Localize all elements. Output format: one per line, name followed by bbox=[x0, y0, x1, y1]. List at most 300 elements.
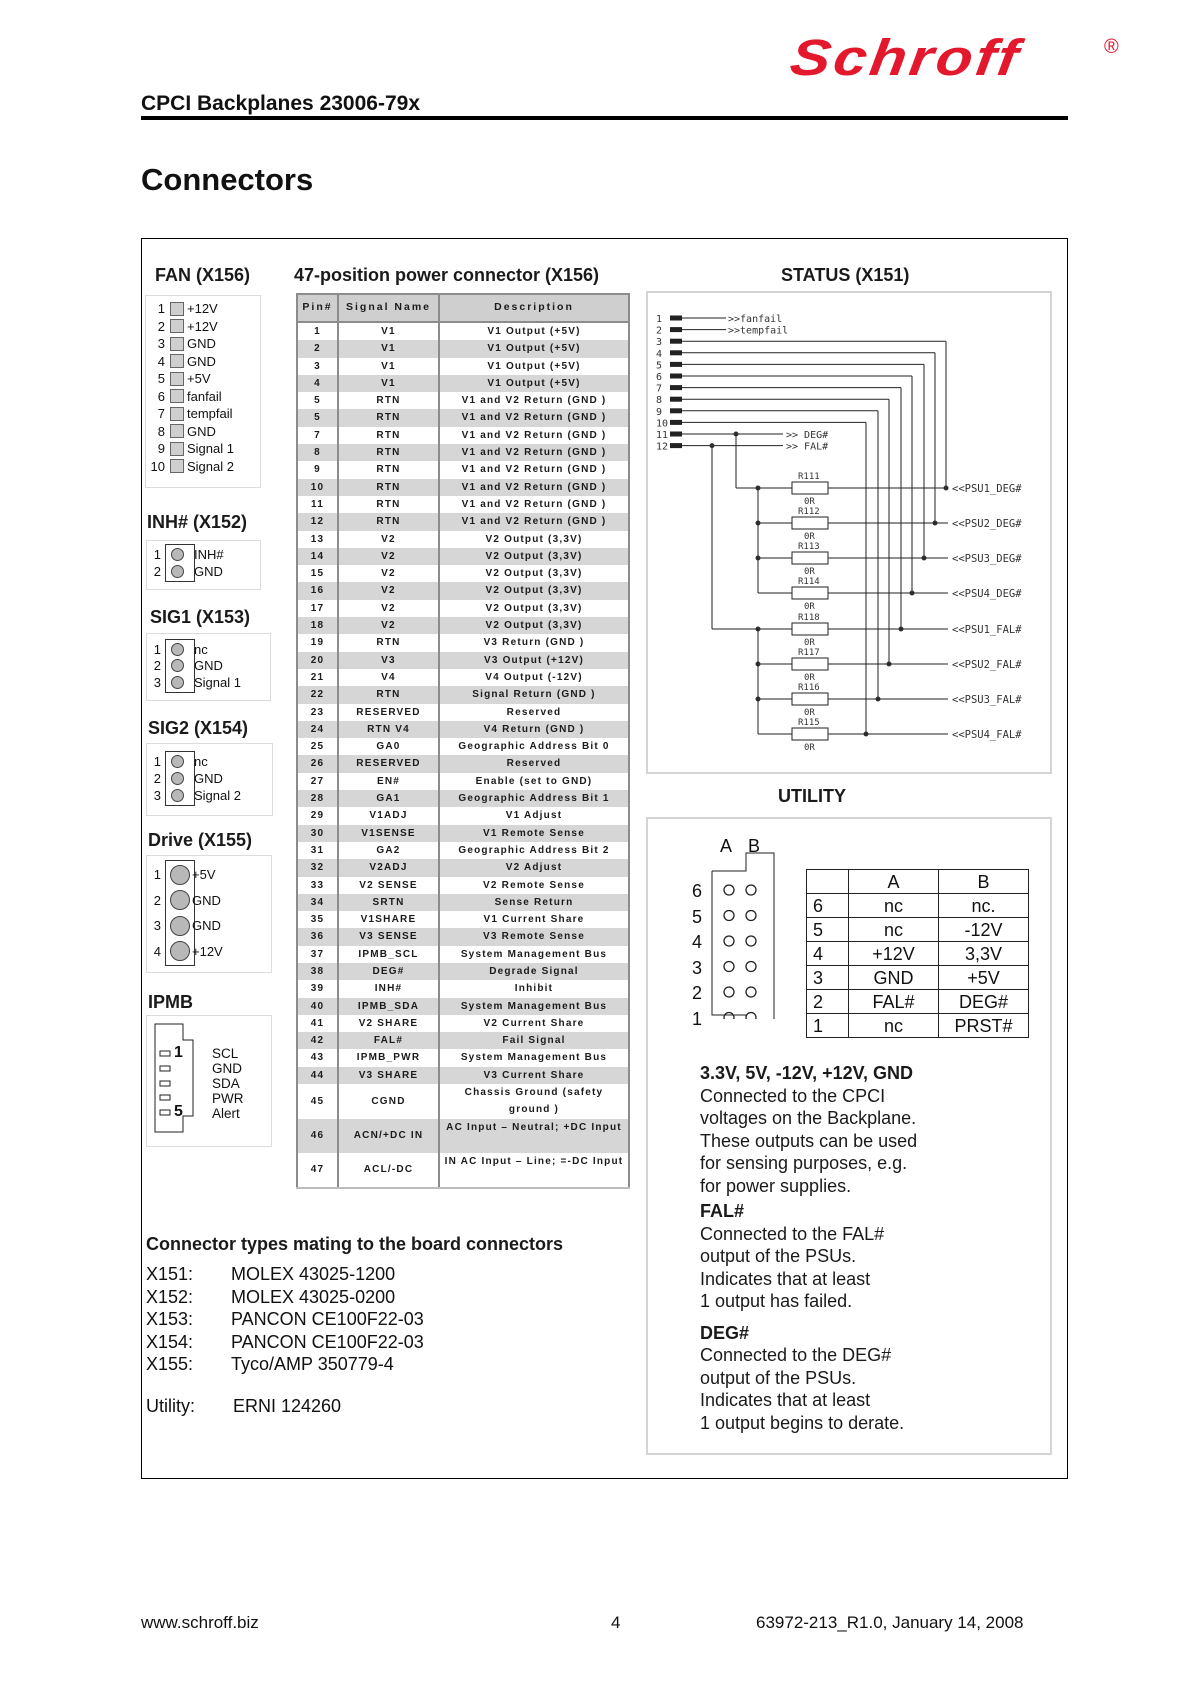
svg-text:>> FAL#: >> FAL# bbox=[786, 441, 829, 453]
pin-cell: 28 bbox=[297, 790, 338, 807]
pin-cell: 14 bbox=[297, 548, 338, 565]
description-cell: V1 Output (+5V) bbox=[439, 322, 629, 340]
utility-row-number: 4 bbox=[692, 932, 703, 952]
pin-cell: 21 bbox=[297, 669, 338, 686]
signal-name-cell: V2 bbox=[338, 548, 439, 565]
pin-cell: 1 bbox=[297, 322, 338, 340]
mating-key: X152: bbox=[146, 1286, 194, 1307]
svg-text:10: 10 bbox=[656, 418, 669, 430]
pin-cell: 13 bbox=[297, 531, 338, 548]
pin-label: GND bbox=[194, 771, 223, 786]
signal-name-cell: V4 bbox=[338, 669, 439, 686]
description-cell: System Management Bus bbox=[439, 1049, 629, 1066]
description-cell: Geographic Address Bit 2 bbox=[439, 842, 629, 859]
signal-name-cell: RTN bbox=[338, 409, 439, 426]
fan-pin-row bbox=[147, 318, 234, 336]
svg-text:1: 1 bbox=[656, 314, 663, 325]
table-row bbox=[297, 963, 629, 980]
pin-cell: 34 bbox=[297, 894, 338, 911]
table-row bbox=[297, 427, 629, 444]
table-row bbox=[297, 790, 629, 807]
signal-name-cell: RTN bbox=[338, 479, 439, 496]
mating-row bbox=[146, 1308, 424, 1331]
pin-number: 2 bbox=[153, 771, 161, 786]
col-pin: Pin# bbox=[297, 294, 338, 322]
description-cell: V4 Return (GND ) bbox=[439, 721, 629, 738]
description-cell: V1 Current Share bbox=[439, 911, 629, 928]
pin-cell: 18 bbox=[297, 617, 338, 634]
pin-square-icon bbox=[170, 354, 184, 368]
note-heading: DEG# bbox=[700, 1322, 750, 1343]
svg-text:>>tempfail: >>tempfail bbox=[728, 325, 789, 337]
utility-note bbox=[700, 1200, 1040, 1313]
table-row bbox=[297, 773, 629, 790]
mating-row bbox=[146, 1263, 424, 1286]
table-row bbox=[297, 600, 629, 617]
utility-row-numbers bbox=[692, 879, 702, 1032]
table-row bbox=[807, 894, 1029, 918]
table-row bbox=[297, 842, 629, 859]
pin-label: Signal 1 bbox=[187, 441, 234, 456]
table-row bbox=[297, 358, 629, 375]
note-line: 1 output has failed. bbox=[700, 1291, 853, 1311]
ipmb-connector-panel bbox=[146, 1015, 272, 1147]
signal-name-cell: V2 bbox=[338, 617, 439, 634]
pin-label: Signal 2 bbox=[194, 788, 241, 803]
pin-cell: 10 bbox=[297, 479, 338, 496]
table-row bbox=[807, 918, 1029, 942]
pin-label: +12V bbox=[187, 318, 218, 334]
utility-title: UTILITY bbox=[778, 786, 846, 806]
svg-text:6: 6 bbox=[656, 372, 663, 383]
signal-name-cell: RTN bbox=[338, 634, 439, 651]
signal-name-cell: V2 SENSE bbox=[338, 877, 439, 894]
table-row bbox=[297, 322, 629, 340]
mating-value: ERNI 124260 bbox=[233, 1396, 342, 1416]
pin-cell: 25 bbox=[297, 738, 338, 755]
signal-name-cell: DEG# bbox=[338, 963, 439, 980]
mating-key: X153: bbox=[146, 1309, 194, 1329]
section-title: Connectors bbox=[141, 162, 314, 197]
signal-name-cell: EN# bbox=[338, 773, 439, 790]
pin-number: 1 bbox=[153, 641, 161, 657]
drive-pin-row bbox=[147, 939, 223, 965]
table-header-row bbox=[297, 294, 629, 322]
utility-row-number: 3 bbox=[692, 957, 703, 978]
table-row bbox=[297, 1067, 629, 1084]
description-cell: Enable (set to GND) bbox=[439, 773, 629, 790]
signal-name-cell: V1 bbox=[338, 358, 439, 375]
pin-number: 2 bbox=[157, 318, 165, 334]
table-row bbox=[297, 877, 629, 894]
description-cell: V3 Current Share bbox=[439, 1067, 629, 1084]
pin-square-icon bbox=[170, 319, 184, 333]
note-line: output of the PSUs. bbox=[700, 1246, 857, 1266]
pin-cell: 23 bbox=[297, 704, 338, 721]
svg-text:12: 12 bbox=[656, 441, 669, 453]
svg-text:<<PSU1_DEG#: <<PSU1_DEG# bbox=[952, 483, 1022, 495]
description-cell: System Management Bus bbox=[439, 946, 629, 963]
signal-name-cell: IPMB_SCL bbox=[338, 946, 439, 963]
signal-name-cell: RTN bbox=[338, 444, 439, 461]
col-a-cell: GND bbox=[849, 966, 939, 990]
signal-name-cell: RESERVED bbox=[338, 704, 439, 721]
svg-text:0R: 0R bbox=[804, 673, 815, 683]
pin-number: 1 bbox=[153, 547, 161, 562]
col-b-cell: PRST# bbox=[939, 1014, 1029, 1038]
svg-text:>>fanfail: >>fanfail bbox=[728, 314, 783, 325]
table-row bbox=[297, 825, 629, 842]
pin-cell: 5 bbox=[297, 392, 338, 409]
fan-pin-row bbox=[147, 353, 234, 371]
table-row bbox=[297, 392, 629, 409]
description-cell: Geographic Address Bit 1 bbox=[439, 790, 629, 807]
mating-key: X151: bbox=[146, 1264, 194, 1284]
pin-label: GND bbox=[194, 564, 223, 579]
description-cell: V2 Output (3,3V) bbox=[439, 617, 629, 634]
description-cell: V3 Remote Sense bbox=[439, 928, 629, 945]
pin-cell: 26 bbox=[297, 755, 338, 772]
description-cell: V2 Output (3,3V) bbox=[439, 600, 629, 617]
pin-cell: 12 bbox=[297, 513, 338, 530]
description-cell: Reserved bbox=[439, 755, 629, 772]
signal-name-cell: IPMB_SDA bbox=[338, 998, 439, 1015]
svg-text:2: 2 bbox=[656, 325, 663, 337]
svg-text:<<PSU2_FAL#: <<PSU2_FAL# bbox=[952, 659, 1022, 671]
col-a-cell: nc bbox=[849, 894, 939, 918]
power-connector-rows bbox=[297, 322, 629, 1188]
pin-number: 3 bbox=[157, 336, 165, 351]
sig2-pin-row bbox=[147, 787, 241, 804]
fan-pin-row bbox=[147, 440, 234, 458]
pin-number: 1 bbox=[153, 867, 161, 883]
svg-text:<<PSU4_DEG#: <<PSU4_DEG# bbox=[952, 588, 1022, 600]
mating-key: Utility: bbox=[146, 1396, 195, 1416]
utility-row-number: 1 bbox=[692, 1008, 703, 1029]
description-cell: Chassis Ground (safety ground ) bbox=[439, 1084, 629, 1119]
table-row bbox=[297, 461, 629, 478]
pin-cell: 16 bbox=[297, 582, 338, 599]
signal-name-cell: RTN bbox=[338, 461, 439, 478]
mating-value: PANCON CE100F22-03 bbox=[231, 1309, 424, 1329]
footer-doc-ref: 63972-213_R1.0, January 14, 2008 bbox=[756, 1613, 1024, 1632]
pin-label: +5V bbox=[192, 867, 216, 883]
pin-number: 7 bbox=[157, 406, 165, 421]
pin-label: tempfail bbox=[187, 406, 233, 421]
status-schematic bbox=[648, 293, 1050, 772]
col-b-cell: DEG# bbox=[939, 990, 1029, 1014]
signal-name-cell: INH# bbox=[338, 980, 439, 997]
table-row bbox=[297, 375, 629, 392]
power-connector-table-wrap bbox=[296, 293, 630, 1189]
pin-circle-icon bbox=[171, 789, 184, 802]
mating-row bbox=[146, 1286, 424, 1309]
svg-text:11: 11 bbox=[656, 430, 669, 441]
pin-cell: 33 bbox=[297, 877, 338, 894]
table-row bbox=[297, 669, 629, 686]
utility-col-a-label: A bbox=[720, 836, 733, 856]
pin-label: Signal 2 bbox=[187, 458, 234, 474]
document-title: CPCI Backplanes 23006-79x bbox=[141, 92, 420, 115]
note-line: Indicates that at least bbox=[700, 1390, 871, 1410]
col-a-cell: +12V bbox=[849, 942, 939, 966]
pin-circle-icon bbox=[171, 548, 184, 561]
signal-name-cell: CGND bbox=[338, 1084, 439, 1119]
signal-name-cell: RTN V4 bbox=[338, 721, 439, 738]
pin-number: 4 bbox=[153, 943, 161, 959]
fan-pin-row bbox=[147, 458, 234, 476]
pin-number: 6 bbox=[157, 388, 165, 404]
description-cell: V3 Return (GND ) bbox=[439, 634, 629, 651]
signal-name-cell: V3 SENSE bbox=[338, 928, 439, 945]
row-number-cell: 6 bbox=[807, 894, 849, 918]
svg-text:7: 7 bbox=[656, 383, 663, 395]
description-cell: V1 and V2 Return (GND ) bbox=[439, 444, 629, 461]
description-cell: Sense Return bbox=[439, 894, 629, 911]
pin-cell: 15 bbox=[297, 565, 338, 582]
table-row bbox=[297, 548, 629, 565]
footer-website: www.schroff.biz bbox=[141, 1613, 259, 1632]
description-cell: AC Input – Neutral; +DC Input bbox=[439, 1119, 629, 1154]
description-cell: Geographic Address Bit 0 bbox=[439, 738, 629, 755]
pin-square-icon bbox=[170, 389, 184, 403]
table-row bbox=[297, 479, 629, 496]
svg-text:<<PSU3_DEG#: <<PSU3_DEG# bbox=[952, 553, 1022, 565]
svg-text:R112: R112 bbox=[798, 507, 820, 517]
description-cell: V2 Output (3,3V) bbox=[439, 565, 629, 582]
table-row bbox=[297, 1153, 629, 1188]
table-row bbox=[297, 807, 629, 824]
pin-square-icon bbox=[170, 372, 184, 386]
pin-number: 3 bbox=[153, 918, 161, 934]
pin-cell: 39 bbox=[297, 980, 338, 997]
sig1-connector-panel bbox=[146, 633, 271, 701]
pin-label: GND bbox=[194, 658, 223, 674]
description-cell: IN AC Input – Line; =-DC Input bbox=[439, 1153, 629, 1188]
pin-cell: 4 bbox=[297, 375, 338, 392]
table-row bbox=[297, 721, 629, 738]
pin-number: 3 bbox=[153, 674, 161, 690]
utility-row-number: 2 bbox=[692, 983, 703, 1003]
sig1-pin-row bbox=[147, 658, 223, 675]
table-row bbox=[297, 409, 629, 426]
description-cell: V2 Output (3,3V) bbox=[439, 582, 629, 599]
description-cell: V2 Output (3,3V) bbox=[439, 531, 629, 548]
table-row bbox=[807, 942, 1029, 966]
pin-cell: 46 bbox=[297, 1119, 338, 1154]
note-line: voltages on the Backplane. bbox=[700, 1108, 917, 1128]
signal-name-cell: SRTN bbox=[338, 894, 439, 911]
svg-text:<<PSU3_FAL#: <<PSU3_FAL# bbox=[952, 694, 1022, 706]
utility-col-a: A bbox=[849, 870, 939, 894]
description-cell: V1 Output (+5V) bbox=[439, 375, 629, 392]
pin-number: 1 bbox=[157, 301, 165, 316]
header-rule bbox=[141, 116, 1068, 120]
fan-pin-row bbox=[147, 388, 234, 406]
pin-cell: 19 bbox=[297, 634, 338, 651]
pin-cell: 43 bbox=[297, 1049, 338, 1066]
pin-cell: 31 bbox=[297, 842, 338, 859]
description-cell: V2 Adjust bbox=[439, 859, 629, 876]
pin-cell: 7 bbox=[297, 427, 338, 444]
pin-circle-icon bbox=[171, 659, 184, 672]
signal-name-cell: RTN bbox=[338, 686, 439, 703]
pin-circle-icon bbox=[171, 755, 184, 768]
pin-cell: 29 bbox=[297, 807, 338, 824]
pin-cell: 37 bbox=[297, 946, 338, 963]
pin-square-icon bbox=[170, 442, 184, 456]
svg-text:0R: 0R bbox=[804, 708, 815, 718]
col-signal-name: Signal Name bbox=[338, 294, 439, 322]
signal-name-cell: V1ADJ bbox=[338, 807, 439, 824]
svg-text:<<PSU1_FAL#: <<PSU1_FAL# bbox=[952, 624, 1022, 636]
ipmb-connector-drawing bbox=[147, 1016, 273, 1148]
pin-number: 4 bbox=[157, 353, 165, 369]
signal-name-cell: V3 SHARE bbox=[338, 1067, 439, 1084]
utility-row-number: 6 bbox=[692, 881, 703, 901]
table-row bbox=[297, 617, 629, 634]
description-cell: V4 Output (-12V) bbox=[439, 669, 629, 686]
col-a-cell: FAL# bbox=[849, 990, 939, 1014]
pin-label: Signal 1 bbox=[194, 674, 241, 690]
description-cell: V1 Remote Sense bbox=[439, 825, 629, 842]
fan-title: FAN (X156) bbox=[155, 265, 251, 285]
note-line: Connected to the CPCI bbox=[700, 1085, 886, 1106]
description-cell: Signal Return (GND ) bbox=[439, 686, 629, 703]
mating-utility-row bbox=[146, 1395, 341, 1418]
pin-cell: 47 bbox=[297, 1153, 338, 1188]
description-cell: V2 Remote Sense bbox=[439, 877, 629, 894]
description-cell: V1 and V2 Return (GND ) bbox=[439, 392, 629, 409]
note-line: output of the PSUs. bbox=[700, 1367, 857, 1388]
pin-label: GND bbox=[187, 423, 216, 439]
svg-text:>> DEG#: >> DEG# bbox=[786, 430, 829, 441]
ipmb-title: IPMB bbox=[148, 992, 193, 1012]
inh-pin-row bbox=[147, 563, 223, 580]
row-number-cell: 1 bbox=[807, 1014, 849, 1038]
ipmb-signal-label: SCL bbox=[212, 1046, 239, 1061]
signal-name-cell: V1 bbox=[338, 340, 439, 357]
signal-name-cell: V2ADJ bbox=[338, 859, 439, 876]
description-cell: V1 Output (+5V) bbox=[439, 358, 629, 375]
signal-name-cell: V2 bbox=[338, 531, 439, 548]
col-description: Description bbox=[439, 294, 629, 322]
drive-pin-row bbox=[147, 913, 221, 939]
signal-name-cell: RTN bbox=[338, 513, 439, 530]
sig1-title: SIG1 (X153) bbox=[150, 607, 251, 627]
pin-cell: 5 bbox=[297, 409, 338, 426]
pin-cell: 30 bbox=[297, 825, 338, 842]
mating-key: X155: bbox=[146, 1354, 194, 1374]
table-row bbox=[297, 928, 629, 945]
pin-circle-icon bbox=[170, 890, 190, 910]
table-row bbox=[297, 1015, 629, 1032]
svg-text:0R: 0R bbox=[804, 497, 815, 507]
table-row bbox=[297, 980, 629, 997]
pin-label: nc bbox=[194, 641, 208, 657]
pin-number: 10 bbox=[150, 458, 165, 474]
description-cell: System Management Bus bbox=[439, 998, 629, 1015]
pin-square-icon bbox=[170, 407, 184, 421]
svg-text:R118: R118 bbox=[798, 613, 820, 623]
inh-connector-panel bbox=[146, 540, 261, 590]
status-schematic-panel bbox=[646, 291, 1052, 774]
pin-number: 1 bbox=[153, 754, 161, 769]
signal-name-cell: V2 SHARE bbox=[338, 1015, 439, 1032]
svg-text:8: 8 bbox=[656, 395, 663, 407]
pin-cell: 35 bbox=[297, 911, 338, 928]
pin-cell: 45 bbox=[297, 1084, 338, 1119]
table-row bbox=[807, 1014, 1029, 1038]
utility-pinout-table bbox=[806, 869, 1029, 1038]
pin-cell: 27 bbox=[297, 773, 338, 790]
table-row bbox=[297, 1049, 629, 1066]
pin-cell: 20 bbox=[297, 652, 338, 669]
pin-circle-icon bbox=[170, 941, 190, 961]
table-row bbox=[297, 859, 629, 876]
fan-pin-row bbox=[147, 300, 234, 318]
svg-text:5: 5 bbox=[656, 360, 663, 372]
signal-name-cell: RTN bbox=[338, 392, 439, 409]
description-cell: V1 Output (+5V) bbox=[439, 340, 629, 357]
svg-text:R115: R115 bbox=[798, 718, 820, 728]
pin-cell: 2 bbox=[297, 340, 338, 357]
sig2-connector-panel bbox=[146, 743, 273, 816]
pin-label: nc bbox=[194, 754, 208, 769]
signal-name-cell: V2 bbox=[338, 565, 439, 582]
drive-connector-panel bbox=[146, 855, 272, 973]
signal-name-cell: V1SHARE bbox=[338, 911, 439, 928]
col-b-cell: nc. bbox=[939, 894, 1029, 918]
utility-col-b-label: B bbox=[748, 836, 761, 856]
pin-number: 9 bbox=[157, 441, 165, 456]
description-cell: V2 Output (3,3V) bbox=[439, 548, 629, 565]
description-cell: V1 and V2 Return (GND ) bbox=[439, 427, 629, 444]
svg-text:0R: 0R bbox=[804, 638, 815, 648]
inh-title: INH# (X152) bbox=[147, 512, 248, 532]
utility-note bbox=[700, 1322, 1040, 1435]
sig2-pin-row bbox=[147, 753, 208, 770]
pin-cell: 3 bbox=[297, 358, 338, 375]
mating-title: Connector types mating to the board connectors bbox=[146, 1234, 564, 1254]
svg-text:<<PSU2_DEG#: <<PSU2_DEG# bbox=[952, 518, 1022, 530]
signal-name-cell: RESERVED bbox=[338, 755, 439, 772]
description-cell: V1 and V2 Return (GND ) bbox=[439, 409, 629, 426]
pin-cell: 44 bbox=[297, 1067, 338, 1084]
signal-name-cell: V2 bbox=[338, 600, 439, 617]
power-connector-table bbox=[296, 293, 630, 1189]
signal-name-cell: V1SENSE bbox=[338, 825, 439, 842]
pin-cell: 24 bbox=[297, 721, 338, 738]
pin-circle-icon bbox=[171, 676, 184, 689]
description-cell: V3 Output (+12V) bbox=[439, 652, 629, 669]
fan-pin-row bbox=[147, 423, 234, 441]
description-cell: V1 and V2 Return (GND ) bbox=[439, 461, 629, 478]
table-row bbox=[297, 531, 629, 548]
signal-name-cell: V3 bbox=[338, 652, 439, 669]
note-line: 1 output begins to derate. bbox=[700, 1412, 905, 1433]
svg-text:0R: 0R bbox=[804, 532, 815, 542]
svg-text:9: 9 bbox=[656, 406, 663, 418]
row-number-cell: 3 bbox=[807, 966, 849, 990]
description-cell: V1 and V2 Return (GND ) bbox=[439, 513, 629, 530]
description-cell: Reserved bbox=[439, 704, 629, 721]
pin-circle-icon bbox=[171, 772, 184, 785]
mating-value: MOLEX 43025-0200 bbox=[231, 1286, 396, 1307]
description-cell: V1 Adjust bbox=[439, 807, 629, 824]
table-row bbox=[297, 946, 629, 963]
description-cell: Fail Signal bbox=[439, 1032, 629, 1049]
